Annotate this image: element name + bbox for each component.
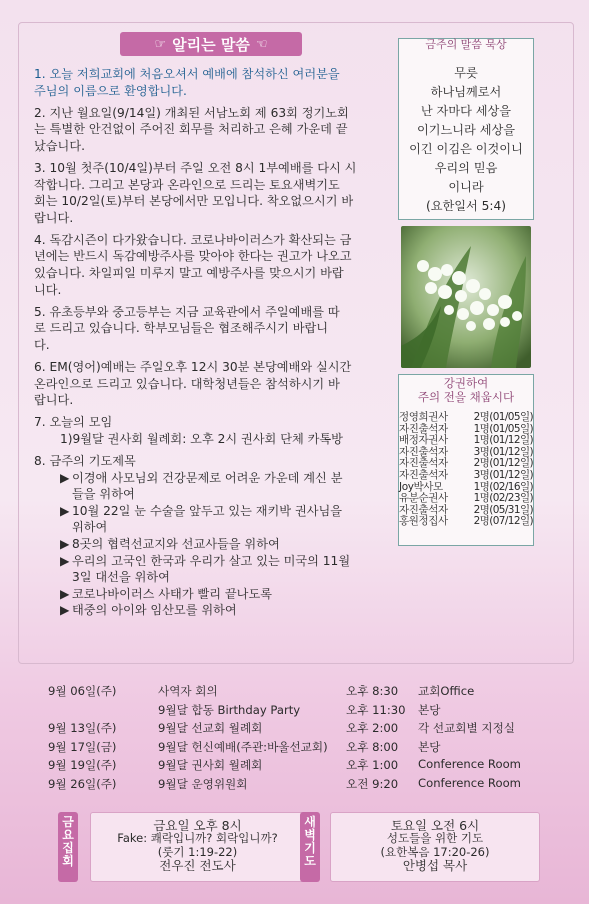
- schedule-date: 9월 19일(주): [48, 758, 117, 773]
- schedule-row: [48, 702, 548, 721]
- schedule-row: [48, 720, 548, 739]
- schedule-row: [48, 757, 548, 776]
- dawn-line: (요한복음 17:20-26): [380, 844, 490, 859]
- prayer-item: [34, 553, 394, 586]
- notice-line: 랍니다.: [34, 393, 74, 408]
- schedule-row: [48, 776, 548, 795]
- notice-item: [34, 359, 394, 409]
- friday-line: 전우진 전도사: [159, 858, 236, 874]
- schedule-date: 9월 13일(주): [48, 721, 117, 736]
- prayer-title: 8. 금주의 기도제목: [34, 453, 136, 468]
- verse-line: 이기느니라 세상을: [416, 123, 516, 137]
- person-count: 2명(01/05일): [473, 411, 533, 423]
- page-title: [120, 32, 302, 56]
- person-count: 1명(02/23일): [473, 492, 533, 505]
- schedule-table: [48, 683, 548, 795]
- schedule-place: 본당: [418, 702, 441, 717]
- prayer-line: 코로나바이러스 사태가 빨리 끝나도록: [72, 586, 272, 601]
- notice-line: 다.: [34, 337, 50, 352]
- person-count: 2명(05/31일): [473, 503, 533, 516]
- schedule-event: 9월달 헌신예배(주관:바울선교회): [158, 739, 328, 754]
- encourage-line: 주의 전을 채웁시다: [417, 390, 515, 404]
- schedule-time: 오후 1:00: [346, 758, 399, 773]
- prayer-line: 이경애 사모님외 건강문제로 어려운 가운데 계신 분: [72, 470, 343, 485]
- meeting-item: 1)9월달 권사회 월례회: 오후 2시 권사회 단체 카톡방: [60, 431, 343, 446]
- schedule-time: 오전 9:20: [346, 776, 399, 791]
- verse-line: 하나님께로서: [430, 85, 502, 99]
- friday-line: Fake: 쾌락입니까? 회락입니까?: [117, 831, 278, 846]
- pointing-hand-icon: ☞: [154, 36, 167, 52]
- encourage-heading: [398, 376, 534, 404]
- schedule-row: [48, 683, 548, 702]
- person-name: 자진출석자: [399, 457, 448, 470]
- encourage-line: 강권하여: [443, 376, 489, 390]
- schedule-event: 9월달 합동 Birthday Party: [158, 702, 301, 717]
- schedule-event: 9월달 권사회 월례회: [158, 758, 263, 773]
- notice-line: 2. 지난 월요일(9/14일) 개최된 서남노회 제 63회 정기노회: [34, 105, 349, 120]
- notice-line: 는 특별한 안건없이 주어진 회무를 처리하고 은혜 가운데 끝: [34, 122, 348, 137]
- dawn-line: 토요일 오전 6시: [390, 818, 480, 833]
- dawn-line: 성도들을 위한 기도: [386, 831, 484, 846]
- person-name: 자진출석자: [399, 468, 448, 481]
- person-count: 1명(02/16일): [473, 480, 533, 493]
- notice-line: 니다.: [34, 282, 62, 297]
- prayer-line: 10월 22일 눈 수술을 앞두고 있는 재키박 권사님을: [72, 503, 343, 518]
- notice-line: 회는 10/2일(토)부터 본당에서만 모입니다. 착오없으시기 바: [34, 194, 354, 209]
- list-item: [399, 470, 533, 482]
- verse-line: 무릇: [454, 66, 478, 80]
- schedule-event: 9월달 선교회 월례회: [158, 721, 263, 736]
- prayer-line: 위하여: [72, 520, 108, 535]
- schedule-time: 오후 11:30: [346, 702, 406, 717]
- list-item: [399, 516, 533, 528]
- notice-line: 5. 유초등부와 중고등부는 지금 교육관에서 주일예배를 따: [34, 304, 340, 319]
- meeting-section: [34, 414, 394, 447]
- notice-line: 년에는 반드시 독감예방주사를 맞아야 한다는 권고가 나오고: [34, 249, 352, 264]
- friday-service-label: 금요집회: [58, 812, 78, 882]
- notice-line: 3. 10월 첫주(10/4일)부터 주일 오전 8시 1부예배를 다시 시: [34, 160, 357, 175]
- friday-line: (룻기 1:19-22): [157, 844, 238, 859]
- arrow-icon: ▶: [60, 603, 70, 618]
- arrow-icon: ▶: [60, 586, 70, 601]
- prayer-line: 8곳의 협력선교지와 선교사들을 위하여: [72, 536, 280, 551]
- prayer-line: 우리의 고국인 한국과 우리가 살고 있는 미국의 11월: [72, 553, 351, 568]
- schedule-time: 오후 2:00: [346, 721, 399, 736]
- verse-heading: 금주의 말씀 묵상: [425, 38, 507, 51]
- notice-line: 1. 오늘 저희교회에 처음오셔서 예배에 참석하신 여러분을: [34, 67, 340, 81]
- notices-section: [34, 66, 394, 624]
- arrow-icon: ▶: [60, 536, 70, 551]
- notice-item: [34, 232, 394, 298]
- notice-line: 주님의 이름으로 환영합니다.: [34, 83, 187, 98]
- person-name: 배정자권사: [399, 434, 448, 447]
- person-name: 홍원정집사: [399, 515, 448, 528]
- lily-of-the-valley-photo: [401, 226, 531, 368]
- person-count: 2명(01/12일): [473, 457, 533, 470]
- notice-item: [34, 304, 394, 354]
- verse-text: [398, 64, 534, 216]
- schedule-time: 오후 8:30: [346, 684, 399, 698]
- person-name: 정영희권사: [399, 411, 448, 423]
- person-name: 자진출석자: [399, 445, 448, 458]
- verse-line: 이긴 이김은 이것이니: [409, 142, 523, 156]
- list-item: [399, 493, 533, 505]
- verse-line: 이니라: [448, 180, 484, 194]
- verse-line: 난 자마다 세상을: [420, 104, 512, 118]
- person-name: 유분순권사: [399, 492, 448, 505]
- notice-line: 작합니다. 그리고 본당과 온라인으로 드리는 토요새벽기도: [34, 177, 340, 192]
- person-name: 자진출석자: [399, 422, 448, 435]
- prayer-section: [34, 453, 394, 619]
- notice-line: 4. 독감시즌이 다가왔습니다. 코로나바이러스가 확산되는 금: [34, 232, 352, 247]
- friday-line: 금요일 오후 8시: [153, 818, 242, 833]
- pointing-hand-icon: ☜: [255, 36, 268, 52]
- prayer-item: [34, 470, 394, 503]
- schedule-time: 오후 8:00: [346, 739, 399, 754]
- prayer-item: [34, 536, 394, 553]
- arrow-icon: ▶: [60, 503, 70, 518]
- dawn-line: 안병섭 목사: [402, 858, 468, 874]
- notice-line: 6. EM(영어)예배는 주일오후 12시 30분 본당예배와 실시간: [34, 360, 352, 374]
- schedule-date: 9월 17일(금): [48, 739, 117, 754]
- prayer-item: [34, 586, 394, 603]
- notice-line: 온라인으로 드리고 있습니다. 대학청년들은 참석하시기 바: [34, 376, 340, 391]
- notice-line: 로 드리고 있습니다. 학부모님들은 협조해주시기 바랍니: [34, 321, 329, 336]
- notice-line: 있습니다. 차일피일 미루지 말고 예방주사를 맞으시기 바랍: [34, 266, 344, 281]
- arrow-icon: ▶: [60, 470, 70, 485]
- arrow-icon: ▶: [60, 553, 70, 568]
- attendance-list: [399, 412, 533, 528]
- verse-line: (요한일서 5:4): [425, 199, 507, 213]
- meeting-title: 7. 오늘의 모임: [34, 415, 113, 430]
- person-name: 자진출석자: [399, 503, 448, 516]
- schedule-event: 9월달 운영위원회: [158, 776, 248, 791]
- schedule-place: Conference Room: [418, 775, 521, 790]
- person-name: Joy박사모: [399, 480, 443, 493]
- person-count: 2명(07/12일): [473, 515, 533, 528]
- schedule-place: 교회Office: [418, 684, 475, 698]
- notice-line: 랍니다.: [34, 210, 74, 225]
- prayer-line: 들을 위하여: [72, 487, 135, 502]
- schedule-place: 각 선교회별 지정실: [418, 721, 515, 736]
- friday-service-box: [90, 812, 305, 882]
- prayer-item: [34, 503, 394, 536]
- schedule-place: 본당: [418, 739, 441, 754]
- verse-line: 우리의 믿음: [434, 161, 498, 175]
- schedule-place: Conference Room: [418, 757, 521, 772]
- schedule-date: 9월 26일(주): [48, 776, 117, 791]
- schedule-date: 9월 06일(주): [48, 684, 117, 698]
- notice-line: 났습니다.: [34, 138, 85, 153]
- person-count: 1명(01/05일): [473, 422, 533, 435]
- schedule-event: 사역자 회의: [158, 684, 218, 698]
- dawn-prayer-box: [330, 812, 540, 882]
- person-count: 3명(01/12일): [473, 445, 533, 458]
- prayer-line: 3일 대선을 위하여: [72, 570, 170, 585]
- notice-item: [34, 66, 394, 99]
- person-count: 1명(01/12일): [473, 434, 533, 447]
- notice-item: [34, 160, 394, 226]
- prayer-item: [34, 602, 394, 619]
- person-count: 3명(01/12일): [473, 468, 533, 481]
- dawn-prayer-label: 새벽기도: [300, 812, 320, 882]
- title-text: 알리는 말씀: [172, 35, 250, 54]
- schedule-row: [48, 739, 548, 758]
- notice-item: [34, 105, 394, 155]
- list-item: [399, 412, 533, 424]
- prayer-line: 태중의 아이와 임산모를 위하여: [72, 603, 237, 618]
